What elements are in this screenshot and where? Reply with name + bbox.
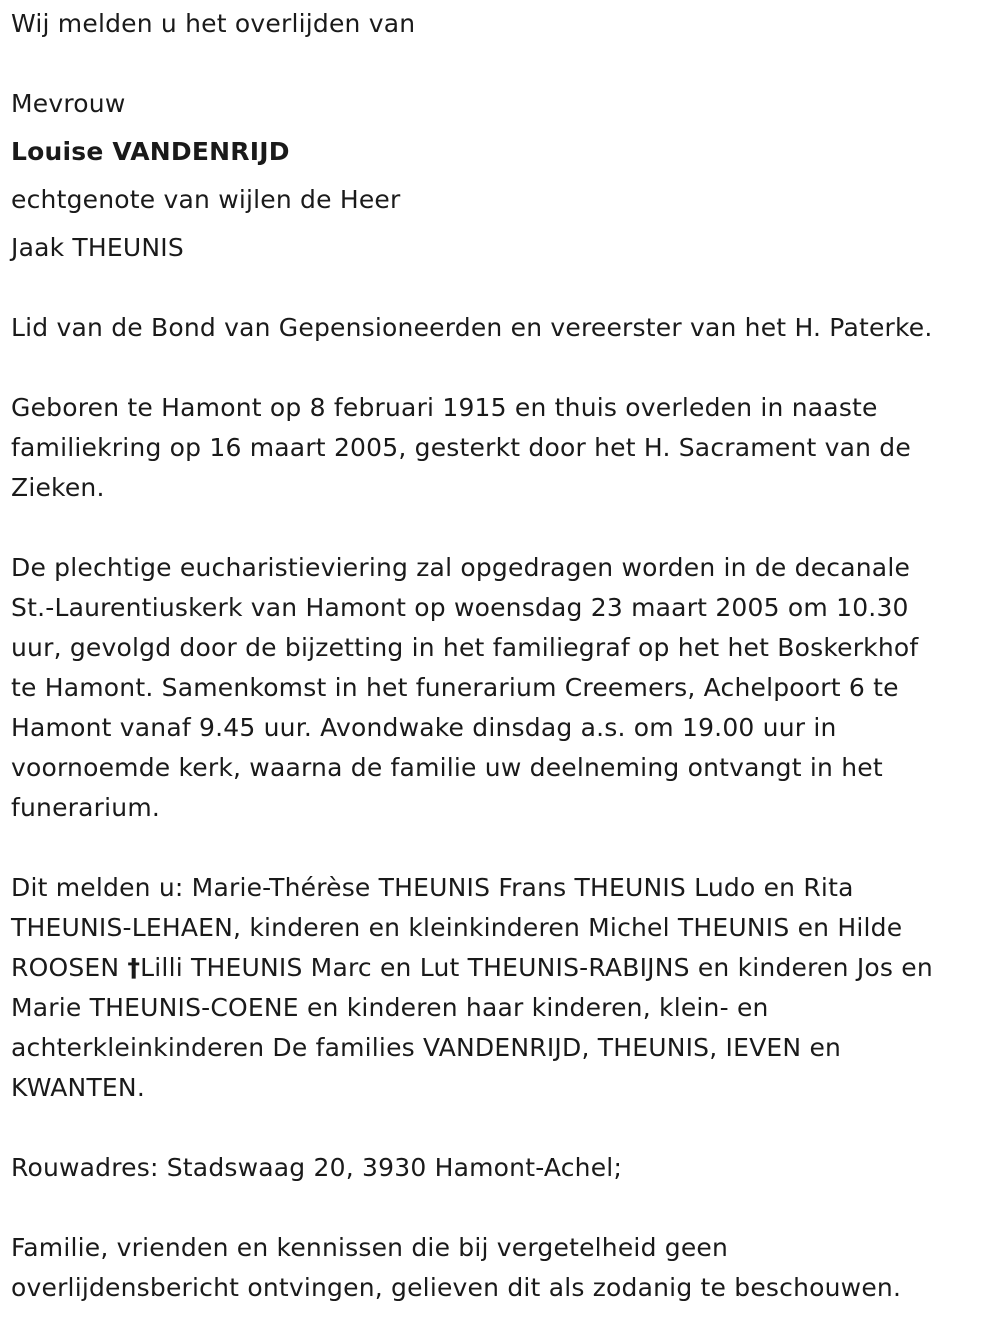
ceremony-paragraph — [11, 548, 989, 828]
honorific: Mevrouw — [11, 89, 126, 118]
family-paragraph — [11, 868, 989, 1108]
ceremony-line: De plechtige eucharistieviering zal opgedragen worden in de decanale — [11, 553, 911, 582]
ceremony-line: voornoemde kerk, waarna de familie uw deelneming ontvangt in het — [11, 753, 883, 782]
family-line: Dit melden u: Marie-Thérèse THEUNIS Frans THEUNIS Ludo en Rita — [11, 873, 854, 902]
ceremony-line: te Hamont. Samenkomst in het funerarium Creemers, Achelpoort 6 te — [11, 673, 899, 702]
spacer — [11, 508, 989, 548]
ceremony-line: uur, gevolgd door de bijzetting in het familiegraf op het het Boskerkhof — [11, 633, 919, 662]
family-line-text: ROOSEN — [11, 953, 128, 982]
family-line-text: Lilli THEUNIS Marc en Lut THEUNIS-RABIJNS en kinderen Jos en — [140, 953, 933, 982]
birth-death-line: Zieken. — [11, 473, 105, 502]
spacer — [11, 44, 989, 84]
intro-text: Wij melden u het overlijden van — [11, 9, 416, 38]
deceased-name — [11, 132, 989, 172]
family-line: Marie THEUNIS-COENE en kinderen haar kinderen, klein- en — [11, 993, 769, 1022]
family-line: KWANTEN. — [11, 1073, 145, 1102]
birth-death-line: familiekring op 16 maart 2005, gesterkt door het H. Sacrament van de — [11, 433, 911, 462]
family-line: achterkleinkinderen De families VANDENRIJD, THEUNIS, IEVEN en — [11, 1033, 842, 1062]
birth-death-paragraph — [11, 388, 989, 508]
family-line — [11, 948, 989, 988]
ceremony-line: funerarium. — [11, 793, 161, 822]
deceased-name-text: Louise VANDENRIJD — [11, 137, 290, 166]
birth-death-line: Geboren te Hamont op 8 februari 1915 en thuis overleden in naaste — [11, 393, 878, 422]
closing-line: overlijdensbericht ontvingen, gelieven dit als zodanig te beschouwen. — [11, 1273, 902, 1302]
spacer — [11, 348, 989, 388]
spacer — [11, 1188, 989, 1228]
ceremony-line: Hamont vanaf 9.45 uur. Avondwake dinsdag a.s. om 19.00 uur in — [11, 713, 837, 742]
closing-paragraph — [11, 1228, 989, 1308]
family-line: THEUNIS-LEHAEN, kinderen en kleinkinderen Michel THEUNIS en Hilde — [11, 913, 903, 942]
spouse-line-2: Jaak THEUNIS — [11, 233, 184, 262]
membership-text: Lid van de Bond van Gepensioneerden en vereerster van het H. Paterke. — [11, 313, 933, 342]
mourning-address: Rouwadres: Stadswaag 20, 3930 Hamont-Achel; — [11, 1153, 623, 1182]
closing-line: Familie, vrienden en kennissen die bij vergetelheid geen — [11, 1233, 729, 1262]
spouse-line-1: echtgenote van wijlen de Heer — [11, 185, 401, 214]
spacer — [11, 1108, 989, 1148]
spacer — [11, 828, 989, 868]
spacer — [11, 268, 989, 308]
cross-icon: † — [127, 953, 141, 982]
ceremony-line: St.-Laurentiuskerk van Hamont op woensdag 23 maart 2005 om 10.30 — [11, 593, 909, 622]
